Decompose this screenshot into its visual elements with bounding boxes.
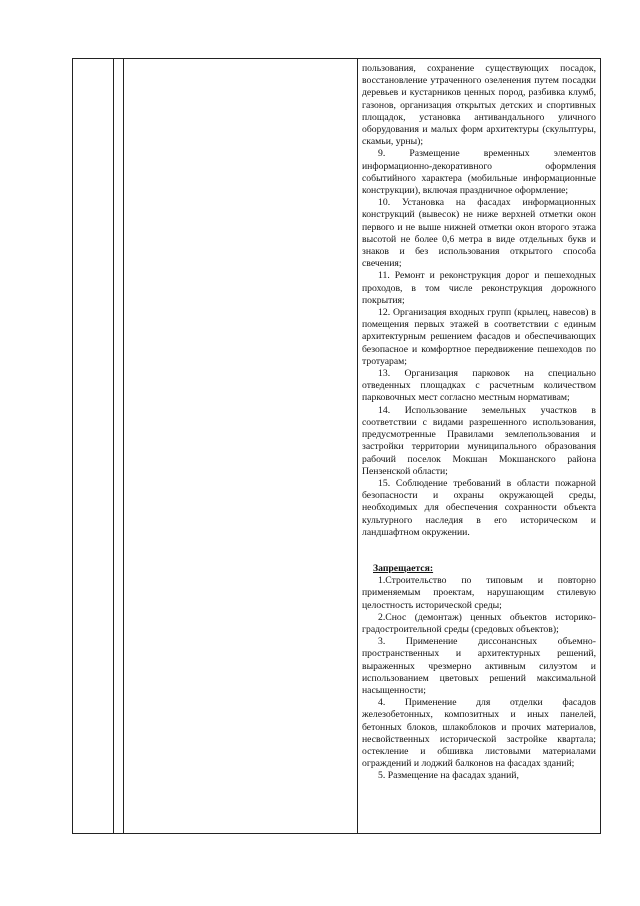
column-divider-1 (113, 59, 114, 833)
paragraph-prohibited-4: 4. Применение для отделки фасадов железобетонных, композитных и иных панелей, бетонных блоков, шлакоблоков и прочих материалов, несвойственных исторической застройке квартала; остекление и обшивка листовыми материалами ограждений и лоджий балконов на фасадах зданий; (362, 697, 596, 770)
paragraph-permitted-14: 14. Использование земельных участков в соответствии с видами разрешенного использования, предусмотренные Правилами землепользования и застройки территории муниципального образования рабочий поселок Мокшан Мокшанского района Пензенской области; (362, 404, 596, 477)
paragraph-permitted-12: 12. Организация входных групп (крылец, навесов) в помещения первых этажей в соответствии с единым архитектурным решением фасадов и обеспечивающих безопасное и комфортное передвижение пешеходов по тротуарам; (362, 307, 596, 367)
paragraph-permitted-10: 10. Установка на фасадах информационных конструкций (вывесок) не ниже верхней отметки окон первого и не выше нижней отметки окон второго этажа высотой не более 0,6 метра в виде отдельных букв и знаков и без использования открытого способа свечения; (362, 197, 596, 270)
prohibited-heading: Запрещается: (373, 562, 434, 574)
regulations-table (72, 58, 601, 834)
column-divider-2 (123, 59, 124, 833)
paragraph-permitted-11: 11. Ремонт и реконструкция дорог и пешеходных проходов, в том числе реконструкция дорожного покрытия; (362, 270, 596, 306)
paragraph-prohibited-1: 1.Строительство по типовым и повторно применяемым проектам, нарушающим стилевую целостность исторической среды; (362, 575, 596, 611)
column-divider-3 (357, 59, 358, 833)
paragraph-permitted-15: 15. Соблюдение требований в области пожарной безопасности и охраны окружающей среды, необходимых для обеспечения сохранности объекта культурного наследия в его историческом и ландшафтном окружении. (362, 477, 596, 538)
paragraph-prohibited-3: 3. Применение диссонансных объемно-пространственных и архитектурных решений, выраженных чрезмерно активным силуэтом и использованием цветовых решений максимальной насыщенности; (362, 636, 596, 696)
paragraph-permitted-9: 9. Размещение временных элементов информационно-декоративного оформления событийного характера (мобильные информационные конструкции), включая праздничное оформление; (362, 148, 596, 197)
requirements-cell (362, 63, 596, 783)
paragraph-permitted-continuation: пользования, сохранение существующих посадок, восстановление утраченного озеленения путем посадки деревьев и кустарников ценных пород, разбивка клумб, газонов, организация открытых детских и спортивных площадок, установка антивандального уличного оборудования и малых форм архитектуры (скульптуры, скамьи, урны); (362, 63, 596, 148)
paragraph-prohibited-5: 5. Размещение на фасадах зданий, (378, 770, 519, 782)
paragraph-prohibited-2: 2.Снос (демонтаж) ценных объектов историко-градостроительной среды (средовых объектов); (362, 611, 596, 635)
paragraph-permitted-13: 13. Организация парковок на специально отведенных площадках с расчетным количеством парковочных мест согласно местным нормативам; (362, 368, 596, 404)
